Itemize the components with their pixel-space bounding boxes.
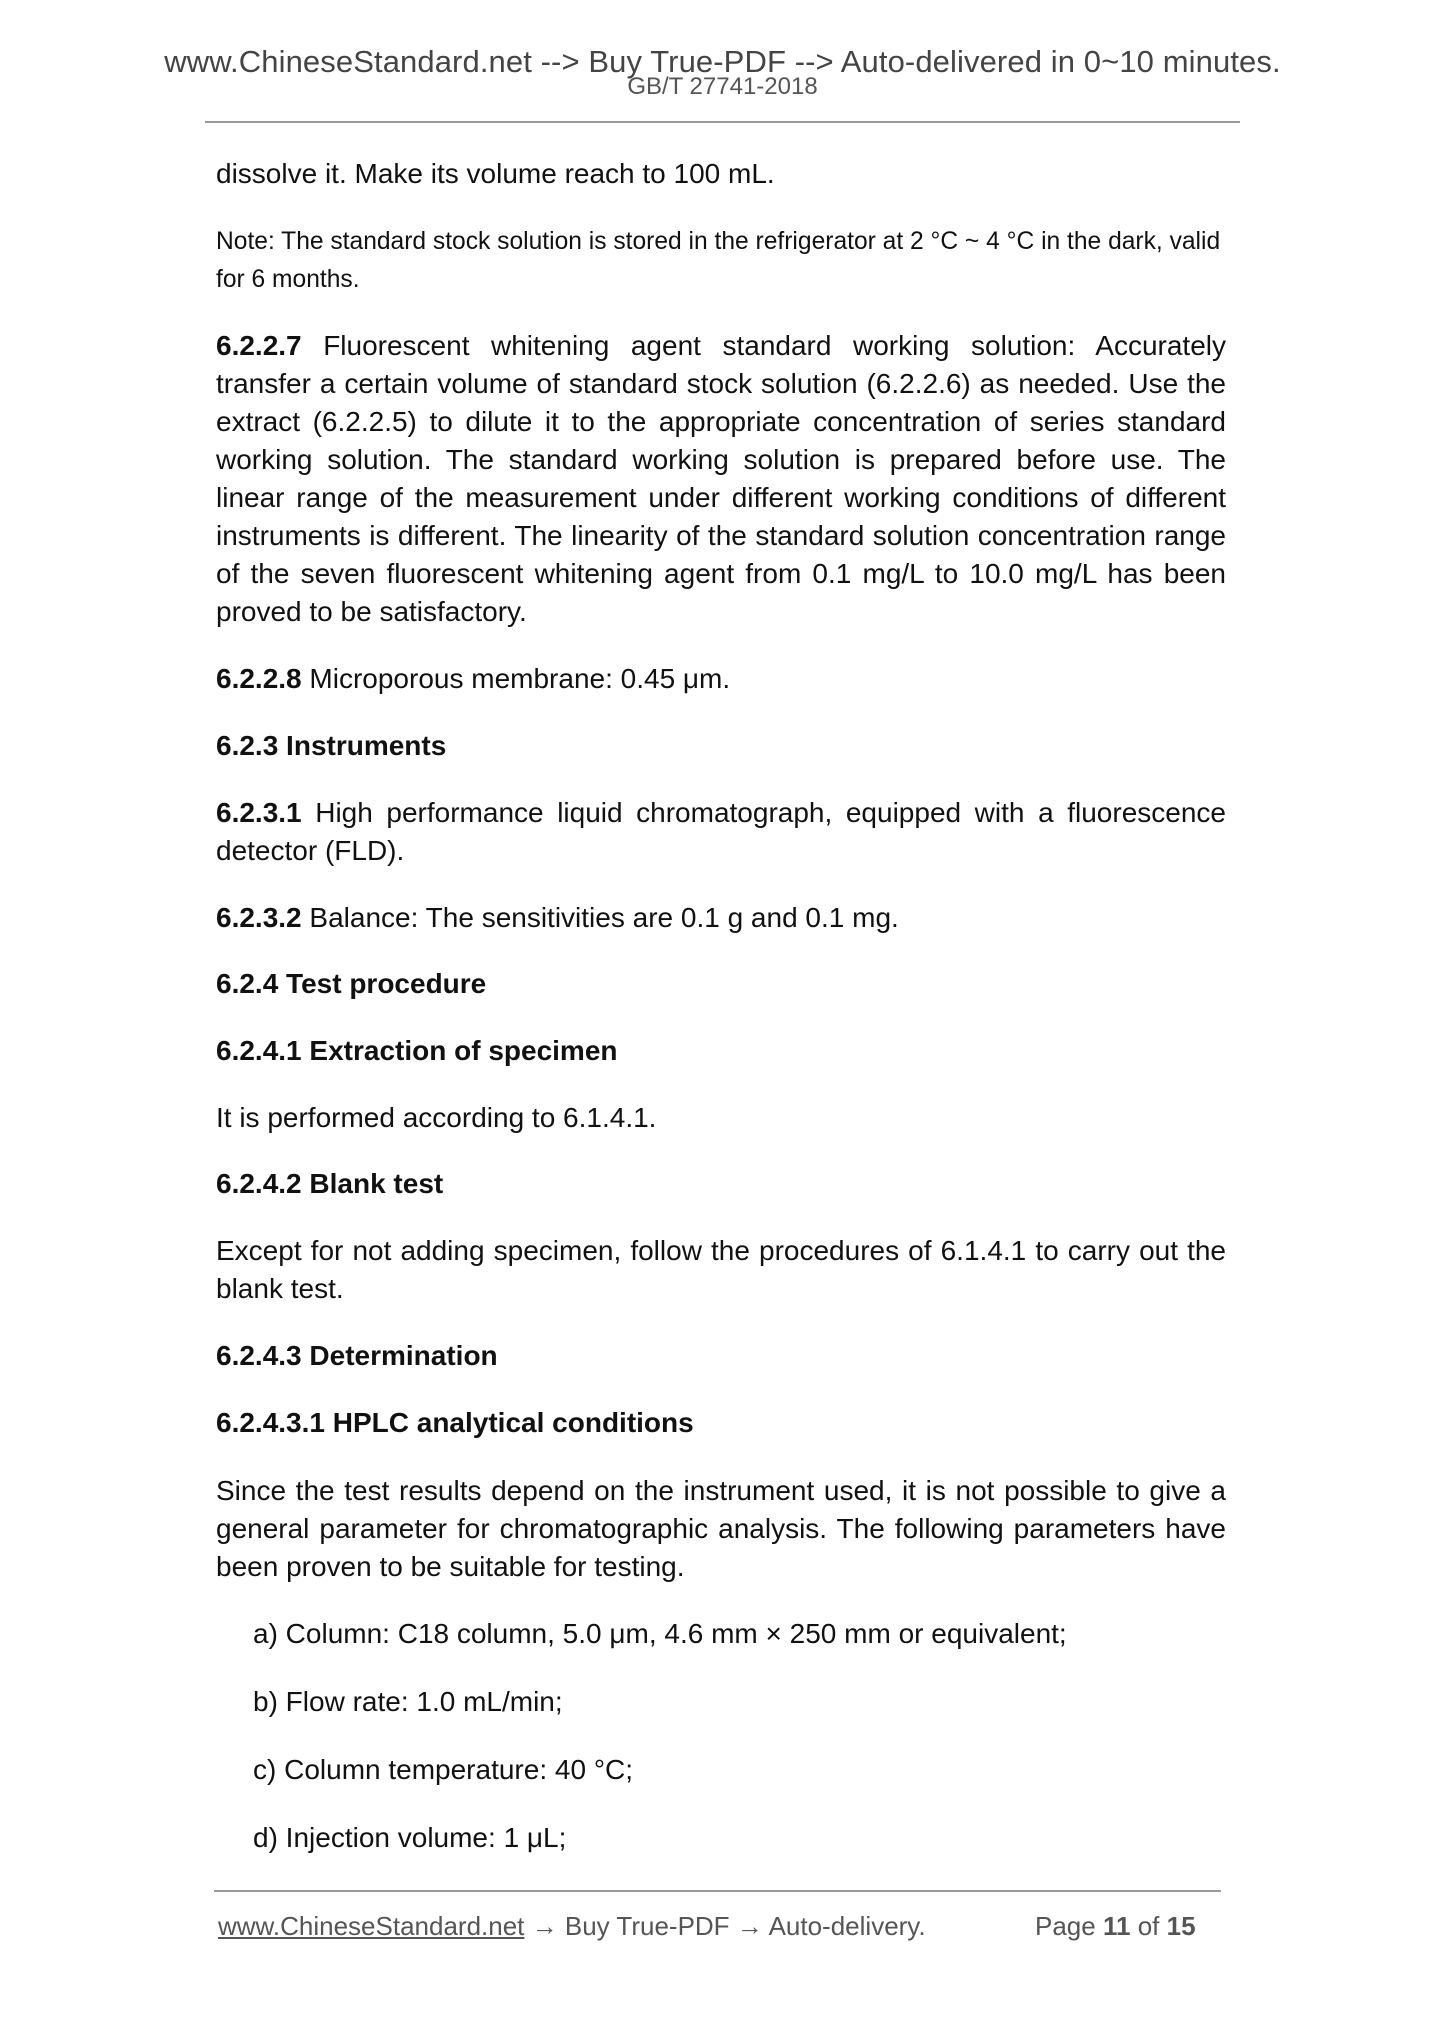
clause-6-2-2-8 <box>216 660 1226 698</box>
footer-left <box>218 1911 926 1941</box>
clause-number: 6.2.2.8 <box>216 663 302 694</box>
intro-paragraph: dissolve it. Make its volume reach to 100 mL. <box>216 158 775 189</box>
note-paragraph: Note: The standard stock solution is stored in the refrigerator at 2 °C ~ 4 °C in the dark, valid for 6 months. <box>216 228 1221 293</box>
list-item-column: a) Column: C18 column, 5.0 μm, 4.6 mm × 250 mm or equivalent; <box>253 1618 1067 1649</box>
heading-6-2-3: 6.2.3 Instruments <box>216 730 447 761</box>
paragraph-6-2-4-3-1: Since the test results depend on the instrument used, it is not possible to give a general parameter for chromatographic analysis. The following parameters have been proven to be suitable for testing. <box>216 1475 1226 1582</box>
page-current: 11 <box>1102 1911 1131 1941</box>
clause-text: Microporous membrane: 0.45 μm. <box>309 663 731 694</box>
header-divider <box>205 121 1240 123</box>
footer-tagline: → Buy True-PDF → Auto-delivery. <box>524 1911 926 1941</box>
list-item-flow-rate: b) Flow rate: 1.0 mL/min; <box>253 1686 563 1717</box>
page-total: 15 <box>1166 1911 1196 1941</box>
clause-number: 6.2.2.7 <box>216 330 302 361</box>
paragraph-6-2-4-2: Except for not adding specimen, follow the procedures of 6.1.4.1 to carry out the blank test. <box>216 1235 1226 1304</box>
page-of: of <box>1137 1911 1160 1941</box>
footer-divider <box>214 1890 1221 1892</box>
list-item-column-temperature: c) Column temperature: 40 °C; <box>253 1754 634 1785</box>
clause-6-2-2-7 <box>216 327 1226 631</box>
clause-text: Balance: The sensitivities are 0.1 g and 0.1 mg. <box>309 902 899 933</box>
footer-site-link[interactable]: www.ChineseStandard.net <box>218 1911 525 1941</box>
paragraph-6-2-4-1: It is performed according to 6.1.4.1. <box>216 1102 657 1133</box>
clause-6-2-3-1 <box>216 794 1226 870</box>
clause-6-2-3-2 <box>216 899 1226 937</box>
clause-text: Fluorescent whitening agent standard working solution: Accurately transfer a certain volume of standard stock solution (6.2.2.6) as needed. Use the extract (6.2.2.5) to dilute it to the appropriate concentration of series standard working solution. The standard working solution is prepared before use. The linear range of the measurement under different working conditions of different instruments is different. The linearity of the standard solution concentration range of the seven fluorescent whitening agent from 0.1 mg/L to 10.0 mg/L has been proved to be satisfactory. <box>216 330 1226 627</box>
heading-6-2-4-1: 6.2.4.1 Extraction of specimen <box>216 1035 618 1066</box>
clause-number: 6.2.3.2 <box>216 902 302 933</box>
standard-code: GB/T 27741-2018 <box>627 73 818 100</box>
heading-6-2-4-3: 6.2.4.3 Determination <box>216 1340 498 1371</box>
page-label: Page <box>1035 1911 1096 1941</box>
page-indicator <box>1035 1911 1225 1941</box>
heading-6-2-4-2: 6.2.4.2 Blank test <box>216 1168 444 1199</box>
list-item-injection-volume: d) Injection volume: 1 μL; <box>253 1822 567 1853</box>
heading-6-2-4-3-1: 6.2.4.3.1 HPLC analytical conditions <box>216 1407 694 1438</box>
header-banner: www.ChineseStandard.net --> Buy True-PDF --> Auto-delivered in 0~10 minutes. <box>164 44 1281 79</box>
clause-text: High performance liquid chromatograph, equipped with a fluorescence detector (FLD). <box>216 797 1226 866</box>
clause-number: 6.2.3.1 <box>216 797 302 828</box>
heading-6-2-4: 6.2.4 Test procedure <box>216 968 487 999</box>
